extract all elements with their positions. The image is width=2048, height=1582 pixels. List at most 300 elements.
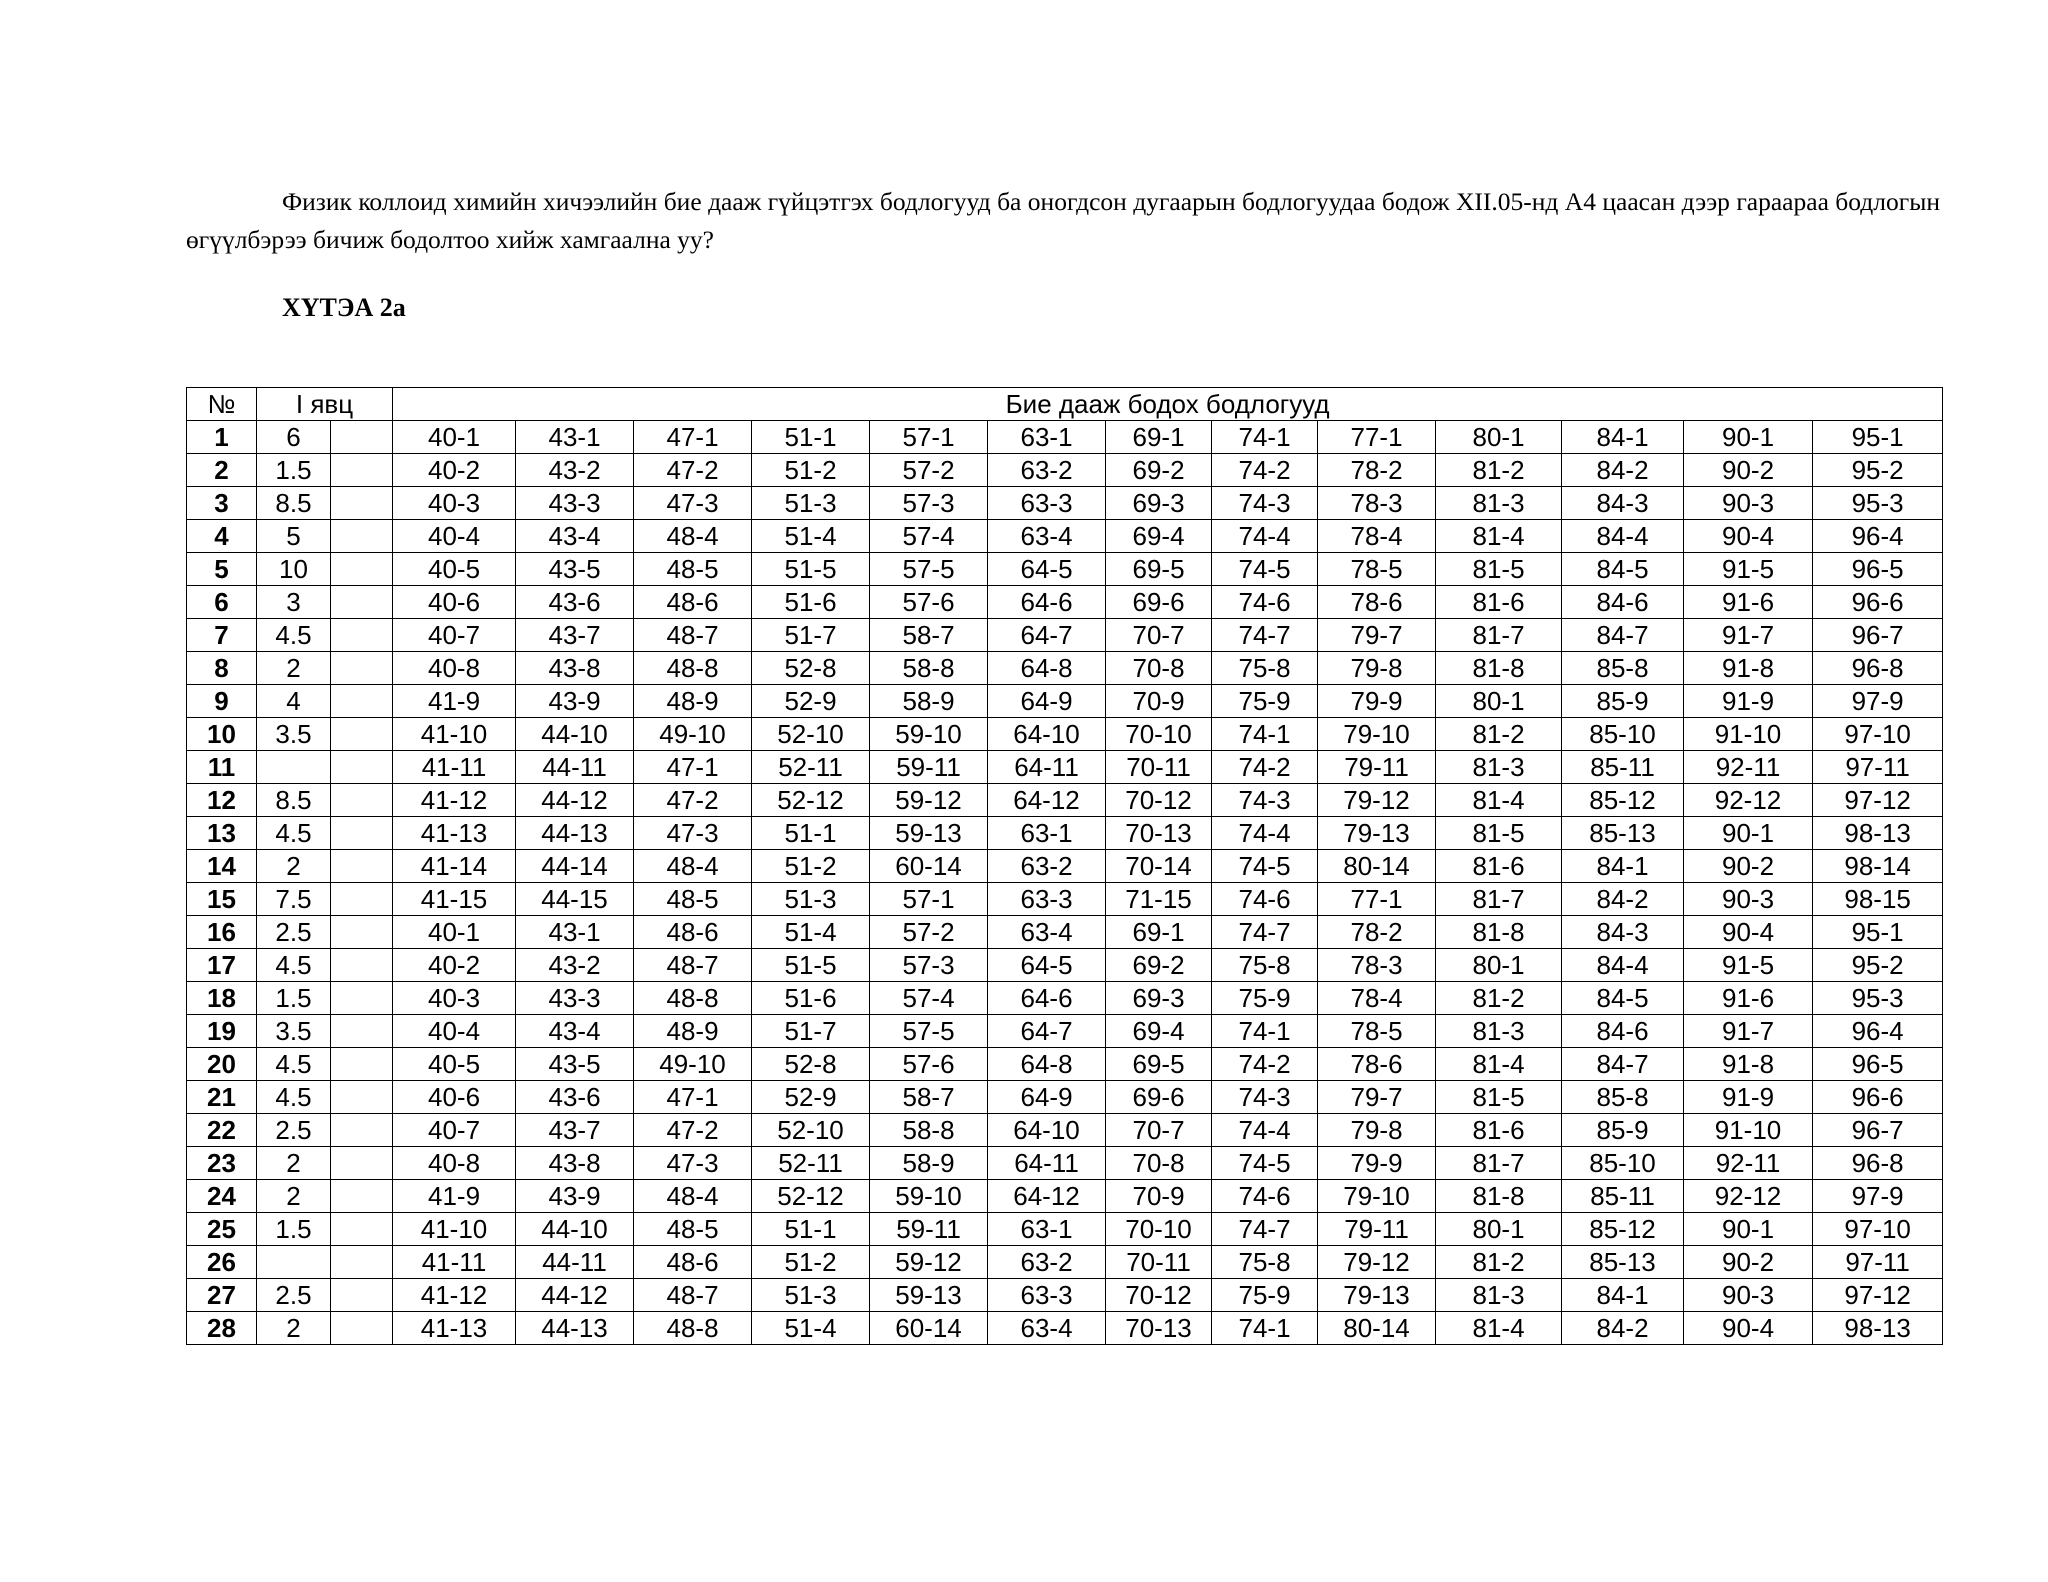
task-cell: 48-7 xyxy=(634,619,752,652)
task-cell: 80-14 xyxy=(1318,850,1436,883)
task-cell: 90-3 xyxy=(1684,487,1813,520)
task-cell: 81-5 xyxy=(1436,553,1562,586)
task-cell: 98-15 xyxy=(1813,883,1943,916)
task-cell: 70-8 xyxy=(1106,652,1212,685)
task-cell: 70-9 xyxy=(1106,685,1212,718)
task-cell: 59-11 xyxy=(870,1213,988,1246)
task-cell: 51-3 xyxy=(752,883,870,916)
task-cell: 63-2 xyxy=(988,454,1106,487)
task-cell: 59-10 xyxy=(870,1180,988,1213)
task-cell: 96-8 xyxy=(1813,1147,1943,1180)
row-score: 3.5 xyxy=(257,718,331,751)
task-cell: 96-4 xyxy=(1813,520,1943,553)
intro-paragraph xyxy=(186,183,1940,259)
task-cell: 75-9 xyxy=(1212,1279,1318,1312)
task-cell: 90-2 xyxy=(1684,850,1813,883)
row-score xyxy=(257,751,331,784)
task-cell: 78-3 xyxy=(1318,949,1436,982)
task-cell: 91-8 xyxy=(1684,1048,1813,1081)
row-extra xyxy=(331,817,393,850)
task-cell: 43-8 xyxy=(516,652,634,685)
task-cell: 47-2 xyxy=(634,784,752,817)
task-cell: 43-3 xyxy=(516,487,634,520)
task-cell: 81-3 xyxy=(1436,1279,1562,1312)
task-cell: 43-5 xyxy=(516,553,634,586)
table-row xyxy=(187,1312,1943,1345)
task-cell: 70-12 xyxy=(1106,1279,1212,1312)
table-row xyxy=(187,685,1943,718)
row-number: 9 xyxy=(187,685,257,718)
row-score: 2.5 xyxy=(257,1114,331,1147)
task-cell: 69-5 xyxy=(1106,1048,1212,1081)
task-cell: 57-2 xyxy=(870,454,988,487)
task-cell: 69-1 xyxy=(1106,421,1212,454)
row-extra xyxy=(331,1015,393,1048)
row-number: 19 xyxy=(187,1015,257,1048)
task-cell: 69-2 xyxy=(1106,949,1212,982)
task-cell: 59-13 xyxy=(870,1279,988,1312)
task-cell: 80-1 xyxy=(1436,949,1562,982)
row-extra xyxy=(331,916,393,949)
task-cell: 92-12 xyxy=(1684,784,1813,817)
task-cell: 71-15 xyxy=(1106,883,1212,916)
task-cell: 78-5 xyxy=(1318,1015,1436,1048)
task-cell: 84-2 xyxy=(1562,454,1684,487)
task-cell: 81-2 xyxy=(1436,718,1562,751)
table-row xyxy=(187,553,1943,586)
task-cell: 44-10 xyxy=(516,1213,634,1246)
table-row xyxy=(187,1180,1943,1213)
task-cell: 70-11 xyxy=(1106,751,1212,784)
row-score: 2 xyxy=(257,652,331,685)
row-extra xyxy=(331,1312,393,1345)
task-cell: 81-3 xyxy=(1436,751,1562,784)
task-cell: 40-6 xyxy=(393,1081,516,1114)
table-row xyxy=(187,454,1943,487)
task-cell: 40-2 xyxy=(393,454,516,487)
row-extra xyxy=(331,883,393,916)
task-cell: 51-4 xyxy=(752,520,870,553)
task-cell: 74-6 xyxy=(1212,586,1318,619)
row-extra xyxy=(331,718,393,751)
table-row xyxy=(187,652,1943,685)
task-cell: 84-3 xyxy=(1562,487,1684,520)
task-cell: 51-2 xyxy=(752,850,870,883)
task-cell: 57-4 xyxy=(870,982,988,1015)
task-cell: 98-13 xyxy=(1813,1312,1943,1345)
task-cell: 84-5 xyxy=(1562,553,1684,586)
task-cell: 81-7 xyxy=(1436,883,1562,916)
row-extra xyxy=(331,1279,393,1312)
task-cell: 43-9 xyxy=(516,1180,634,1213)
task-cell: 95-3 xyxy=(1813,487,1943,520)
task-cell: 51-7 xyxy=(752,619,870,652)
row-extra xyxy=(331,487,393,520)
task-cell: 95-2 xyxy=(1813,454,1943,487)
task-cell: 43-1 xyxy=(516,421,634,454)
row-extra xyxy=(331,520,393,553)
task-cell: 81-4 xyxy=(1436,520,1562,553)
task-cell: 41-12 xyxy=(393,1279,516,1312)
task-cell: 51-1 xyxy=(752,1213,870,1246)
task-cell: 47-2 xyxy=(634,1114,752,1147)
task-cell: 74-1 xyxy=(1212,421,1318,454)
task-cell: 85-11 xyxy=(1562,1180,1684,1213)
row-number: 14 xyxy=(187,850,257,883)
task-cell: 49-10 xyxy=(634,718,752,751)
task-cell: 43-1 xyxy=(516,916,634,949)
task-cell: 90-1 xyxy=(1684,817,1813,850)
row-score: 8.5 xyxy=(257,487,331,520)
task-cell: 43-7 xyxy=(516,619,634,652)
task-cell: 59-12 xyxy=(870,1246,988,1279)
task-cell: 48-8 xyxy=(634,1312,752,1345)
task-cell: 47-2 xyxy=(634,454,752,487)
task-cell: 63-3 xyxy=(988,1279,1106,1312)
task-cell: 60-14 xyxy=(870,1312,988,1345)
task-cell: 80-1 xyxy=(1436,421,1562,454)
task-cell: 81-2 xyxy=(1436,454,1562,487)
task-cell: 92-11 xyxy=(1684,1147,1813,1180)
task-cell: 91-6 xyxy=(1684,982,1813,1015)
task-cell: 81-6 xyxy=(1436,586,1562,619)
task-cell: 51-4 xyxy=(752,1312,870,1345)
task-cell: 48-9 xyxy=(634,685,752,718)
task-cell: 78-2 xyxy=(1318,916,1436,949)
task-cell: 97-10 xyxy=(1813,1213,1943,1246)
task-cell: 74-3 xyxy=(1212,1081,1318,1114)
task-cell: 48-6 xyxy=(634,916,752,949)
task-cell: 41-11 xyxy=(393,751,516,784)
task-cell: 74-1 xyxy=(1212,1312,1318,1345)
task-cell: 64-11 xyxy=(988,1147,1106,1180)
task-cell: 58-9 xyxy=(870,1147,988,1180)
task-cell: 91-9 xyxy=(1684,685,1813,718)
task-cell: 79-12 xyxy=(1318,1246,1436,1279)
table-row xyxy=(187,751,1943,784)
task-cell: 74-2 xyxy=(1212,751,1318,784)
task-cell: 63-4 xyxy=(988,520,1106,553)
task-cell: 47-3 xyxy=(634,1147,752,1180)
task-cell: 81-7 xyxy=(1436,1147,1562,1180)
table-row xyxy=(187,619,1943,652)
task-cell: 84-7 xyxy=(1562,1048,1684,1081)
task-cell: 81-5 xyxy=(1436,1081,1562,1114)
task-cell: 84-3 xyxy=(1562,916,1684,949)
row-number: 4 xyxy=(187,520,257,553)
task-cell: 40-8 xyxy=(393,652,516,685)
row-extra xyxy=(331,454,393,487)
task-cell: 48-4 xyxy=(634,850,752,883)
task-cell: 48-7 xyxy=(634,949,752,982)
task-cell: 70-10 xyxy=(1106,718,1212,751)
assignment-table xyxy=(186,387,1943,1345)
task-cell: 58-8 xyxy=(870,1114,988,1147)
task-cell: 98-13 xyxy=(1813,817,1943,850)
task-cell: 70-12 xyxy=(1106,784,1212,817)
task-cell: 91-10 xyxy=(1684,718,1813,751)
row-extra xyxy=(331,619,393,652)
table-row xyxy=(187,784,1943,817)
row-number: 3 xyxy=(187,487,257,520)
task-cell: 96-8 xyxy=(1813,652,1943,685)
task-cell: 74-4 xyxy=(1212,817,1318,850)
task-cell: 74-5 xyxy=(1212,1147,1318,1180)
task-cell: 52-8 xyxy=(752,1048,870,1081)
task-cell: 41-9 xyxy=(393,1180,516,1213)
task-cell: 40-5 xyxy=(393,553,516,586)
task-cell: 48-8 xyxy=(634,982,752,1015)
task-cell: 41-9 xyxy=(393,685,516,718)
task-cell: 70-7 xyxy=(1106,619,1212,652)
task-cell: 51-1 xyxy=(752,421,870,454)
task-cell: 81-8 xyxy=(1436,916,1562,949)
task-cell: 48-6 xyxy=(634,1246,752,1279)
row-score: 1.5 xyxy=(257,454,331,487)
task-cell: 63-3 xyxy=(988,487,1106,520)
row-score: 4.5 xyxy=(257,817,331,850)
task-cell: 96-6 xyxy=(1813,586,1943,619)
task-cell: 79-12 xyxy=(1318,784,1436,817)
task-cell: 57-6 xyxy=(870,1048,988,1081)
task-cell: 57-3 xyxy=(870,487,988,520)
task-cell: 51-5 xyxy=(752,949,870,982)
task-cell: 41-10 xyxy=(393,1213,516,1246)
task-cell: 48-9 xyxy=(634,1015,752,1048)
row-number: 23 xyxy=(187,1147,257,1180)
table-row xyxy=(187,982,1943,1015)
task-cell: 64-12 xyxy=(988,1180,1106,1213)
task-cell: 43-9 xyxy=(516,685,634,718)
task-cell: 40-3 xyxy=(393,487,516,520)
table-body xyxy=(187,421,1943,1345)
task-cell: 97-11 xyxy=(1813,751,1943,784)
task-cell: 64-7 xyxy=(988,1015,1106,1048)
group-heading: ХҮТЭА 2а xyxy=(282,293,406,322)
task-cell: 97-12 xyxy=(1813,1279,1943,1312)
task-cell: 70-7 xyxy=(1106,1114,1212,1147)
header-tasks: Бие дааж бодох бодлогууд xyxy=(393,388,1943,421)
task-cell: 41-13 xyxy=(393,1312,516,1345)
task-cell: 81-2 xyxy=(1436,982,1562,1015)
task-cell: 81-8 xyxy=(1436,1180,1562,1213)
task-cell: 70-14 xyxy=(1106,850,1212,883)
task-cell: 84-6 xyxy=(1562,586,1684,619)
row-number: 16 xyxy=(187,916,257,949)
task-cell: 63-1 xyxy=(988,1213,1106,1246)
task-cell: 48-5 xyxy=(634,1213,752,1246)
task-cell: 79-11 xyxy=(1318,1213,1436,1246)
task-cell: 57-5 xyxy=(870,1015,988,1048)
task-cell: 90-1 xyxy=(1684,1213,1813,1246)
row-number: 20 xyxy=(187,1048,257,1081)
table-row xyxy=(187,817,1943,850)
task-cell: 51-7 xyxy=(752,1015,870,1048)
task-cell: 41-13 xyxy=(393,817,516,850)
row-number: 21 xyxy=(187,1081,257,1114)
row-extra xyxy=(331,553,393,586)
table-row xyxy=(187,916,1943,949)
row-score: 5 xyxy=(257,520,331,553)
task-cell: 44-15 xyxy=(516,883,634,916)
task-cell: 91-7 xyxy=(1684,619,1813,652)
row-extra xyxy=(331,1213,393,1246)
task-cell: 41-10 xyxy=(393,718,516,751)
task-cell: 81-7 xyxy=(1436,619,1562,652)
task-cell: 48-4 xyxy=(634,1180,752,1213)
task-cell: 63-4 xyxy=(988,916,1106,949)
task-cell: 64-9 xyxy=(988,685,1106,718)
task-cell: 69-3 xyxy=(1106,982,1212,1015)
task-cell: 92-12 xyxy=(1684,1180,1813,1213)
task-cell: 64-12 xyxy=(988,784,1106,817)
task-cell: 84-5 xyxy=(1562,982,1684,1015)
row-number: 13 xyxy=(187,817,257,850)
task-cell: 63-1 xyxy=(988,421,1106,454)
task-cell: 96-7 xyxy=(1813,619,1943,652)
task-cell: 44-12 xyxy=(516,784,634,817)
table-row xyxy=(187,1114,1943,1147)
row-score: 2.5 xyxy=(257,916,331,949)
task-cell: 97-11 xyxy=(1813,1246,1943,1279)
task-cell: 58-7 xyxy=(870,619,988,652)
table-row xyxy=(187,1081,1943,1114)
row-score: 7.5 xyxy=(257,883,331,916)
task-cell: 79-10 xyxy=(1318,1180,1436,1213)
task-cell: 97-9 xyxy=(1813,685,1943,718)
row-number: 5 xyxy=(187,553,257,586)
row-number: 17 xyxy=(187,949,257,982)
task-cell: 52-10 xyxy=(752,718,870,751)
task-cell: 52-11 xyxy=(752,1147,870,1180)
task-cell: 84-6 xyxy=(1562,1015,1684,1048)
row-extra xyxy=(331,1246,393,1279)
task-cell: 85-8 xyxy=(1562,1081,1684,1114)
task-cell: 64-5 xyxy=(988,553,1106,586)
task-cell: 43-3 xyxy=(516,982,634,1015)
row-number: 27 xyxy=(187,1279,257,1312)
task-cell: 74-7 xyxy=(1212,916,1318,949)
row-score: 4.5 xyxy=(257,949,331,982)
task-cell: 90-2 xyxy=(1684,1246,1813,1279)
task-cell: 51-6 xyxy=(752,586,870,619)
row-score: 4.5 xyxy=(257,1048,331,1081)
task-cell: 90-2 xyxy=(1684,454,1813,487)
table-row xyxy=(187,1246,1943,1279)
task-cell: 51-1 xyxy=(752,817,870,850)
task-cell: 79-13 xyxy=(1318,1279,1436,1312)
task-cell: 74-2 xyxy=(1212,1048,1318,1081)
task-cell: 57-4 xyxy=(870,520,988,553)
task-cell: 77-1 xyxy=(1318,421,1436,454)
task-cell: 84-1 xyxy=(1562,1279,1684,1312)
task-cell: 44-11 xyxy=(516,751,634,784)
task-cell: 81-6 xyxy=(1436,850,1562,883)
task-cell: 52-11 xyxy=(752,751,870,784)
task-cell: 64-8 xyxy=(988,1048,1106,1081)
task-cell: 40-1 xyxy=(393,916,516,949)
task-cell: 81-3 xyxy=(1436,1015,1562,1048)
row-number: 8 xyxy=(187,652,257,685)
row-number: 26 xyxy=(187,1246,257,1279)
task-cell: 64-6 xyxy=(988,982,1106,1015)
task-cell: 78-2 xyxy=(1318,454,1436,487)
row-number: 18 xyxy=(187,982,257,1015)
task-cell: 91-10 xyxy=(1684,1114,1813,1147)
task-cell: 96-6 xyxy=(1813,1081,1943,1114)
task-cell: 51-5 xyxy=(752,553,870,586)
task-cell: 59-10 xyxy=(870,718,988,751)
task-cell: 74-1 xyxy=(1212,1015,1318,1048)
task-cell: 47-1 xyxy=(634,421,752,454)
task-cell: 96-5 xyxy=(1813,553,1943,586)
row-score: 10 xyxy=(257,553,331,586)
task-cell: 70-8 xyxy=(1106,1147,1212,1180)
table-row xyxy=(187,718,1943,751)
task-cell: 75-9 xyxy=(1212,982,1318,1015)
task-cell: 90-4 xyxy=(1684,916,1813,949)
intro-text: Физик коллоид химийн хичээлийн бие дааж гүйцэтгэх бодлогууд ба оногдсон дугаарын бодлогуудаа бодож XII.05-нд А4 цаасан дээр гараараа бодлогын өгүүлбэрээ бичиж бодолтоо хийж хамгаална уу? xyxy=(186,187,1940,254)
task-cell: 69-1 xyxy=(1106,916,1212,949)
task-cell: 98-14 xyxy=(1813,850,1943,883)
task-cell: 64-6 xyxy=(988,586,1106,619)
task-cell: 84-1 xyxy=(1562,850,1684,883)
task-cell: 78-5 xyxy=(1318,553,1436,586)
task-cell: 74-3 xyxy=(1212,784,1318,817)
table-row xyxy=(187,487,1943,520)
task-cell: 69-2 xyxy=(1106,454,1212,487)
row-extra xyxy=(331,685,393,718)
task-cell: 48-8 xyxy=(634,652,752,685)
task-cell: 97-10 xyxy=(1813,718,1943,751)
task-cell: 75-8 xyxy=(1212,949,1318,982)
row-extra xyxy=(331,784,393,817)
task-cell: 43-7 xyxy=(516,1114,634,1147)
task-cell: 64-11 xyxy=(988,751,1106,784)
task-cell: 47-1 xyxy=(634,1081,752,1114)
task-cell: 40-4 xyxy=(393,520,516,553)
task-cell: 74-5 xyxy=(1212,553,1318,586)
task-cell: 85-13 xyxy=(1562,817,1684,850)
task-cell: 64-7 xyxy=(988,619,1106,652)
task-cell: 63-2 xyxy=(988,1246,1106,1279)
task-cell: 41-14 xyxy=(393,850,516,883)
task-cell: 51-2 xyxy=(752,1246,870,1279)
task-cell: 43-2 xyxy=(516,454,634,487)
row-number: 6 xyxy=(187,586,257,619)
task-cell: 69-4 xyxy=(1106,520,1212,553)
task-cell: 91-5 xyxy=(1684,553,1813,586)
task-cell: 97-12 xyxy=(1813,784,1943,817)
task-cell: 80-14 xyxy=(1318,1312,1436,1345)
task-cell: 81-4 xyxy=(1436,1312,1562,1345)
task-cell: 64-10 xyxy=(988,718,1106,751)
task-cell: 78-4 xyxy=(1318,520,1436,553)
task-cell: 81-3 xyxy=(1436,487,1562,520)
task-cell: 80-1 xyxy=(1436,1213,1562,1246)
task-cell: 85-9 xyxy=(1562,685,1684,718)
row-extra xyxy=(331,1114,393,1147)
task-cell: 97-9 xyxy=(1813,1180,1943,1213)
task-cell: 85-10 xyxy=(1562,1147,1684,1180)
row-score: 1.5 xyxy=(257,1213,331,1246)
task-cell: 52-9 xyxy=(752,685,870,718)
task-cell: 74-4 xyxy=(1212,520,1318,553)
task-cell: 51-6 xyxy=(752,982,870,1015)
task-cell: 69-4 xyxy=(1106,1015,1212,1048)
task-cell: 64-5 xyxy=(988,949,1106,982)
row-extra xyxy=(331,1081,393,1114)
